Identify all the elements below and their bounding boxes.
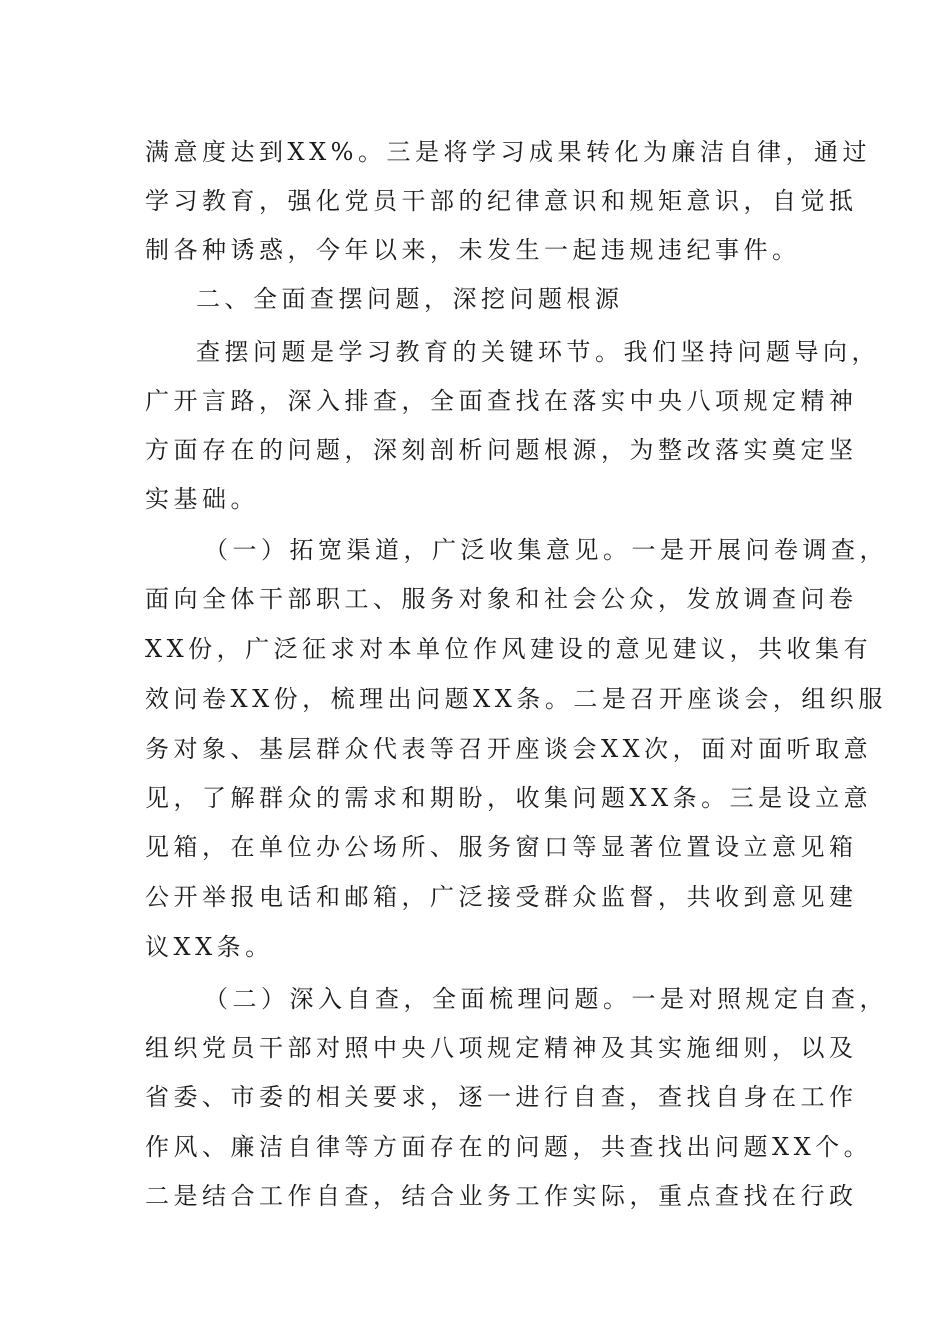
paragraph-line: 见，了解群众的需求和期盼，收集问题XX条。三是设立意 (145, 784, 873, 812)
paragraph-line: 面向全体干部职工、服务对象和社会公众，发放调查问卷 (145, 585, 858, 613)
paragraph-line: 广开言路，深入排查，全面查找在落实中央八项规定精神 (145, 387, 858, 415)
section-heading: 二、全面查摆问题，深挖问题根源 (196, 285, 624, 313)
paragraph-line: 学习教育，强化党员干部的纪律意识和规矩意识，自觉抵 (145, 187, 858, 215)
paragraph-line: 省委、市委的相关要求，逐一进行自查，查找自身在工作 (145, 1083, 858, 1111)
subsection-heading: （一）拓宽渠道，广泛收集意见。一是开展问卷调查， (204, 536, 888, 564)
paragraph-line: 作风、廉洁自律等方面存在的问题，共查找出问题XX个。 (145, 1133, 873, 1161)
subsection-heading: （二）深入自查，全面梳理问题。一是对照规定自查， (204, 985, 888, 1013)
paragraph-line: 满意度达到XX%。三是将学习成果转化为廉洁自律，通过 (145, 138, 871, 166)
paragraph-line: 务对象、基层群众代表等召开座谈会XX次，面对面听取意 (145, 735, 873, 763)
paragraph-line: 制各种诱惑，今年以来，未发生一起违规违纪事件。 (145, 236, 801, 264)
paragraph-line: 组织党员干部对照中央八项规定精神及其实施细则，以及 (145, 1034, 858, 1062)
paragraph-line: 实基础。 (145, 485, 259, 513)
paragraph-line: 见箱，在单位办公场所、服务窗口等显著位置设立意见箱 (145, 833, 858, 861)
paragraph-line: 效问卷XX份，梳理出问题XX条。二是召开座谈会，组织服 (145, 685, 887, 713)
paragraph-line: 二是结合工作自查，结合业务工作实际，重点查找在行政 (145, 1182, 858, 1210)
paragraph-line: 议XX条。 (145, 933, 274, 961)
paragraph-line: 查摆问题是学习教育的关键环节。我们坚持问题导向， (196, 338, 880, 366)
paragraph-line: XX份，广泛征求对本单位作风建设的意见建议，共收集有 (145, 635, 873, 663)
paragraph-line: 方面存在的问题，深刻剖析问题根源，为整改落实奠定坚 (145, 436, 858, 464)
paragraph-line: 公开举报电话和邮箱，广泛接受群众监督，共收到意见建 (145, 883, 858, 911)
